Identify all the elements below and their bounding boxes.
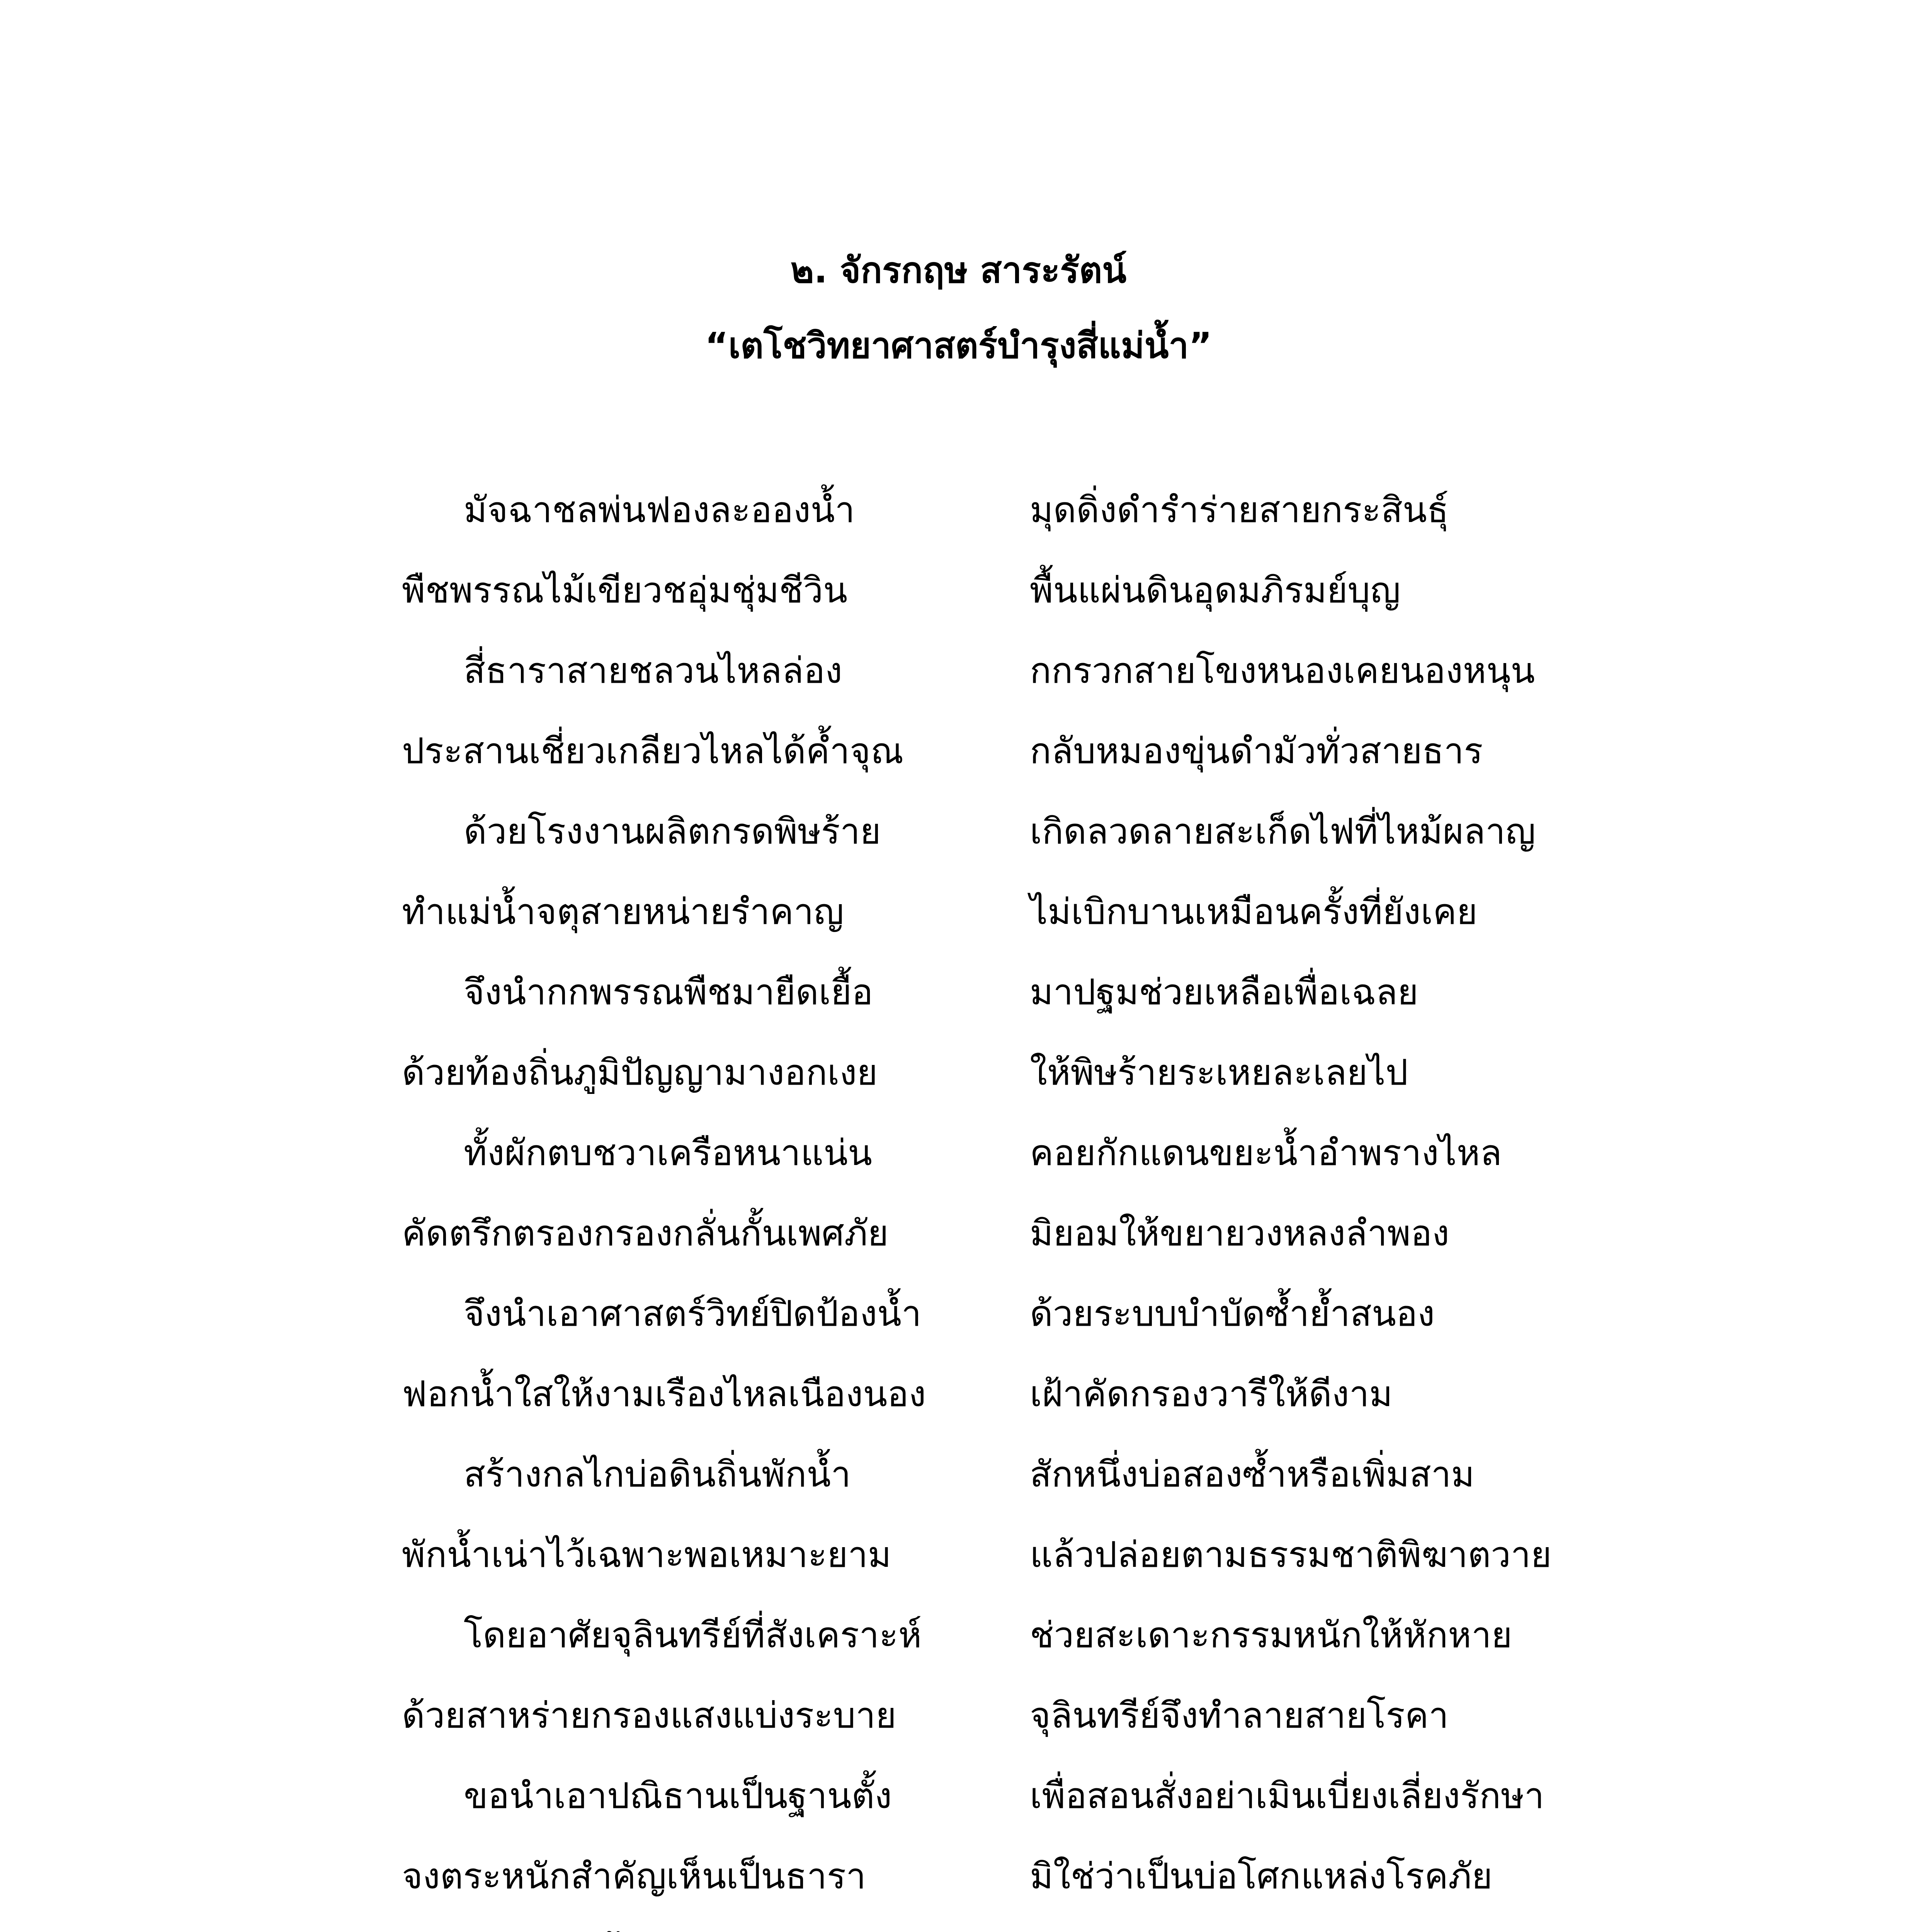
poem-line xyxy=(0,1847,1917,1928)
poem-line-second-half: ไม่เบิกบานเหมือนครั้งที่ยังเคย xyxy=(1030,891,1478,932)
poem-line xyxy=(0,1687,1917,1767)
poem-line xyxy=(0,1767,1917,1847)
poem-line xyxy=(0,883,1917,963)
poem-line xyxy=(0,1526,1917,1606)
poem-title: “เตโชวิทยาศาสตร์บำรุงสี่แม่น้ำ” xyxy=(705,325,1212,366)
poem-line-first-half xyxy=(464,1928,907,1932)
poem-line xyxy=(0,963,1917,1044)
poem-line-second-half: มุดดิ่งดำรำร่ายสายกระสินธุ์ xyxy=(1030,489,1449,531)
poem-line xyxy=(0,803,1917,883)
poem-line-second-half: มิใช่ว่าเป็นบ่อโศกแหล่งโรคภัย xyxy=(1030,1855,1493,1897)
poem-line-first-half: ทั้งผักตบชวาเครือหนาแน่น xyxy=(464,1132,873,1173)
poem-body xyxy=(0,481,1917,1932)
poem-line-first-half: โดยอาศัยจุลินทรีย์ที่สังเคราะห์ xyxy=(464,1614,922,1656)
poem-line-second-half: มาปฐมช่วยเหลือเพื่อเฉลย xyxy=(1030,971,1419,1013)
poem-line-first-half: ด้วยโรงงานผลิตกรดพิษร้าย xyxy=(464,811,881,852)
poem-line-second-half: จุลินทรีย์จึงทำลายสายโรคา xyxy=(1030,1695,1449,1736)
poem-line-second-half: กกรวกสายโขงหนองเคยนองหนุน xyxy=(1030,650,1535,691)
poem-line-first-half: ทำแม่น้ำจตุสายหน่ายรำคาญ xyxy=(402,891,844,932)
poem-line-first-half: คัดตรึกตรองกรองกลั่นกั้นเพศภัย xyxy=(402,1213,889,1254)
poem-line-first-half: ประสานเชี่ยวเกลียวไหลได้ค้ำจุณ xyxy=(402,730,904,772)
poem-line-second-half: ให้พิษร้ายระเหยละเลยไป xyxy=(1030,1052,1408,1093)
poem-line xyxy=(0,1365,1917,1446)
poem-line xyxy=(0,1285,1917,1365)
poem-line-first-half: สี่ธาราสายชลวนไหลล่อง xyxy=(464,650,842,691)
poem-line-second-half: ช่วยสะเดาะกรรมหนักให้หักหาย xyxy=(1030,1614,1512,1656)
poem-line xyxy=(0,561,1917,642)
poem-line-second-half: ด้วยระบบบำบัดซ้ำย้ำสนอง xyxy=(1030,1293,1435,1334)
poem-line-first-half: มัจฉาชลพ่นฟองละอองน้ำ xyxy=(464,489,855,531)
poem-line xyxy=(0,1928,1917,1932)
poem-line-first-half: จึงนำเอาศาสตร์วิทย์ปิดป้องน้ำ xyxy=(464,1293,922,1334)
poem-line-first-half: ขอนำเอาปณิธานเป็นฐานตั้ง xyxy=(464,1775,892,1816)
poem-line-second-half: พื้นแผ่นดินอุดมภิรมย์บุญ xyxy=(1030,570,1401,611)
poem-line xyxy=(0,1124,1917,1204)
poem-line-first-half: จงตระหนักสำคัญเห็นเป็นธารา xyxy=(402,1855,866,1897)
poem-line-second-half: เพื่อสอนสั่งอย่าเมินเบี่ยงเลี่ยงรักษา xyxy=(1030,1775,1544,1816)
poem-line-first-half: ฟอกน้ำใสให้งามเรืองไหลเนืองนอง xyxy=(402,1373,926,1415)
poem-line-second-half: กลับหมองขุ่นดำมัวทั่วสายธาร xyxy=(1030,730,1483,772)
poem-author-heading: ๒. จักรกฤษ สาระรัตน์ xyxy=(790,250,1127,291)
poem-line-first-half: ด้วยท้องถิ่นภูมิปัญญามางอกเงย xyxy=(402,1052,878,1093)
poem-line-first-half: พืชพรรณไม้เขียวชอุ่มชุ่มชีวิน xyxy=(402,570,848,611)
poem-line xyxy=(0,722,1917,803)
poem-line-first-half: จึงนำกกพรรณพืชมายืดเยื้อ xyxy=(464,971,873,1013)
poem-line-second-half: คอยกักแดนขยะน้ำอำพรางไหล xyxy=(1030,1132,1502,1173)
poem-line-second-half: แล้วปล่อยตามธรรมชาติพิฆาตวาย xyxy=(1030,1534,1552,1575)
poem-line-second-half: สักหนึ่งบ่อสองซ้ำหรือเพิ่มสาม xyxy=(1030,1454,1475,1495)
poem-line-first-half: พักน้ำเน่าไว้เฉพาะพอเหมาะยาม xyxy=(402,1534,891,1575)
poem-line xyxy=(0,1204,1917,1285)
poem-line-first-half: ด้วยสาหร่ายกรองแสงแบ่งระบาย xyxy=(402,1695,896,1736)
poem-line-second-half: เกิดลวดลายสะเก็ดไฟที่ไหม้ผลาญ xyxy=(1030,811,1536,852)
poem-line xyxy=(0,1606,1917,1687)
poem-line xyxy=(0,1446,1917,1526)
poem-line-second-half: เฝ้าคัดกรองวารีให้ดีงาม xyxy=(1030,1373,1393,1415)
poem-line xyxy=(0,481,1917,561)
poem-line-first-half: สร้างกลไกบ่อดินถิ่นพักน้ำ xyxy=(464,1454,851,1495)
poem-line xyxy=(0,1044,1917,1124)
poem-line-second-half xyxy=(1030,1928,1389,1932)
poem-line-second-half: มิยอมให้ขยายวงหลงลำพอง xyxy=(1030,1213,1449,1254)
poem-line xyxy=(0,642,1917,722)
